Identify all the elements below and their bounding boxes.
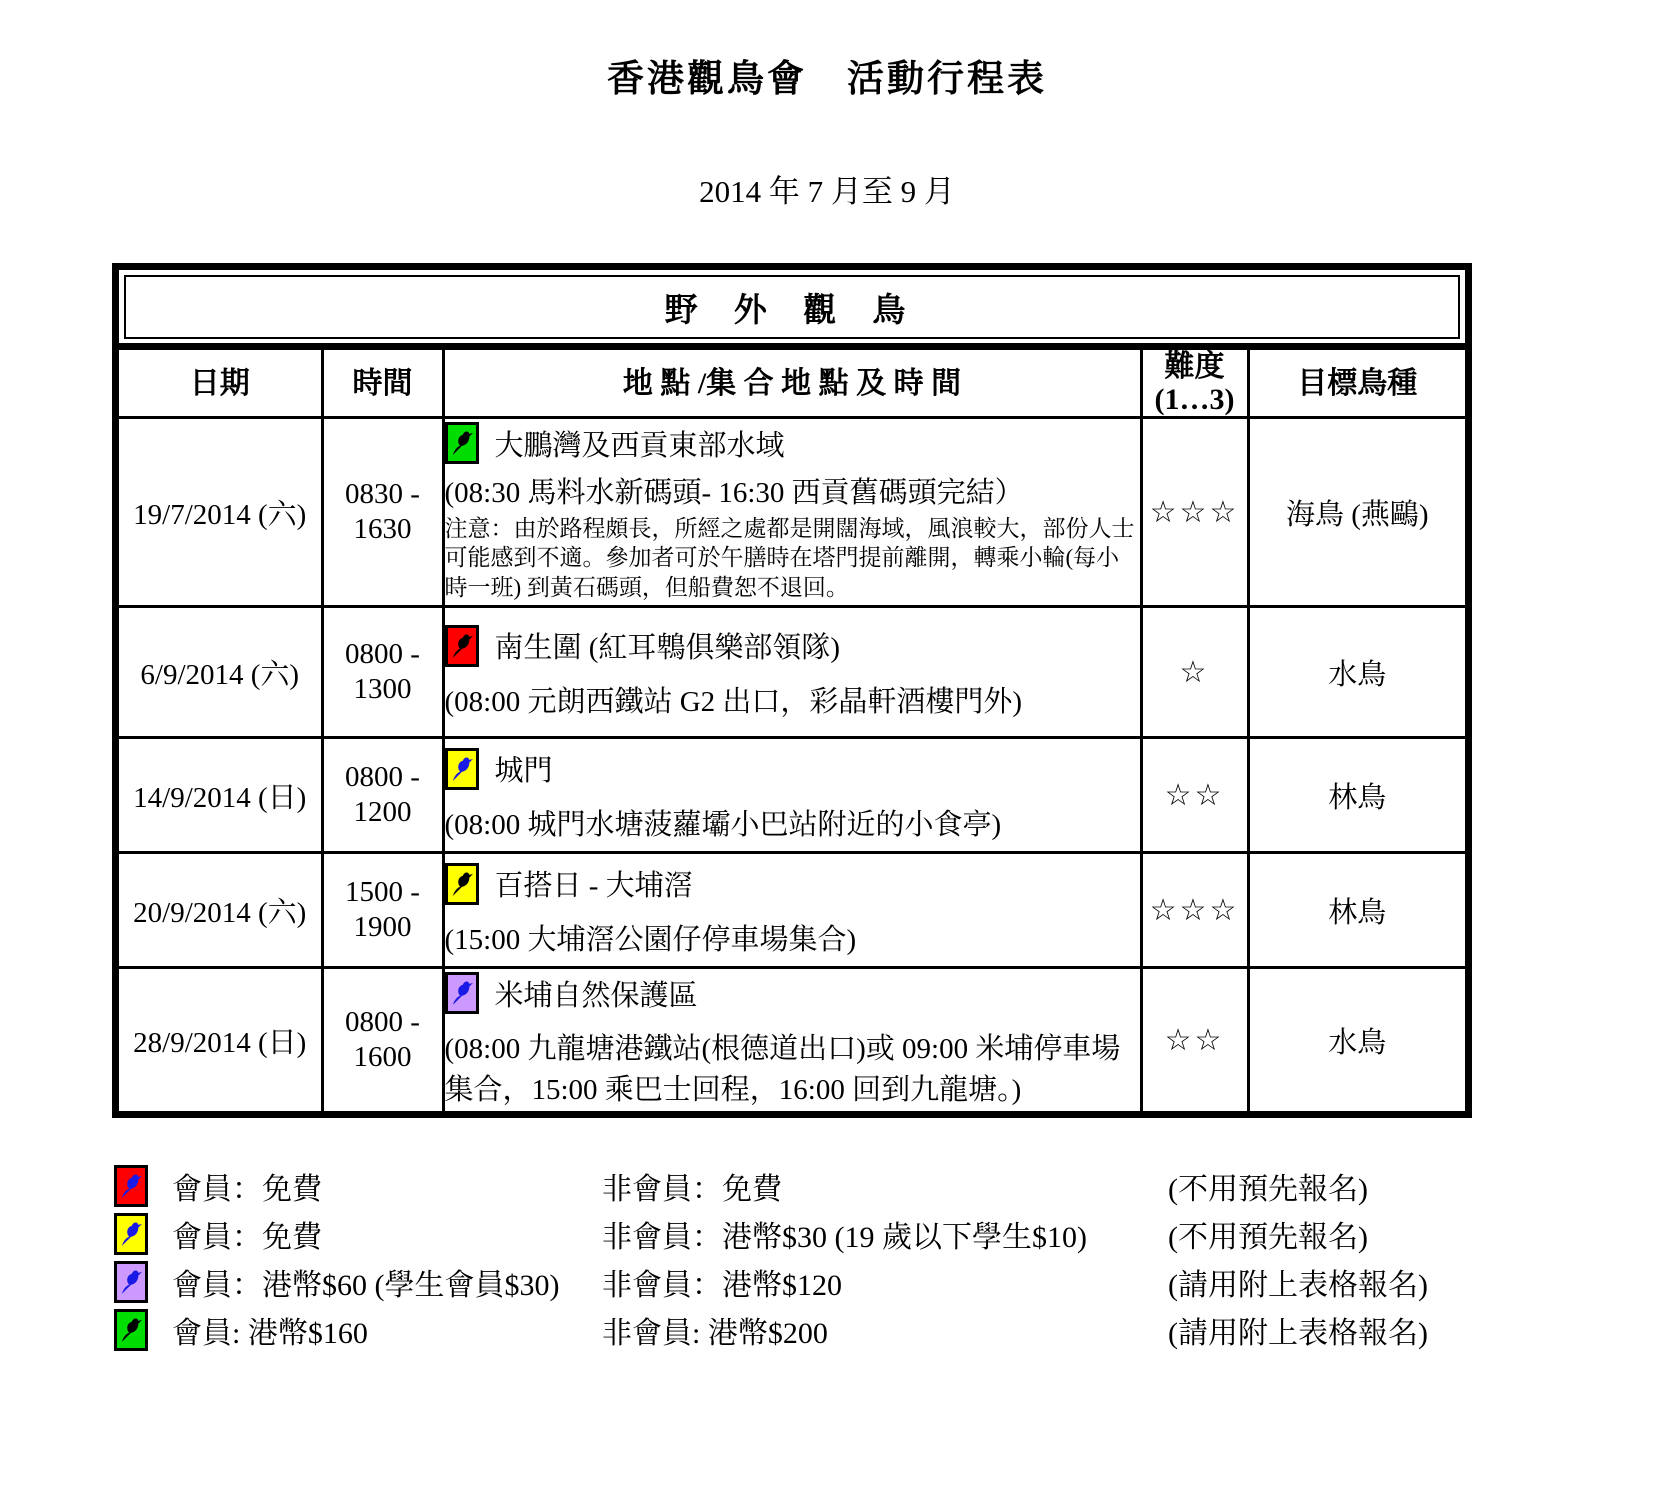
page-title: 香港觀鳥會 活動行程表 — [607, 59, 1047, 100]
event-meeting-info: (08:00 九龍塘港鐵站(根德道出口)或 09:00 米埔停車場集合，15:00 乘巴士回程，16:00 回到九龍塘。) — [444, 1033, 1121, 1106]
registration-note: (不用預先報名) — [1168, 1173, 1368, 1206]
purple-bird-badge-icon — [445, 972, 479, 1014]
col-header-difficulty — [1141, 350, 1248, 418]
table-row — [119, 738, 1465, 853]
table-row — [119, 607, 1465, 738]
event-meeting-info: (08:30 馬料水新碼頭- 16:30 西貢舊碼頭完結） — [444, 477, 1024, 510]
event-title: 大鵬灣及西貢東部水域 — [494, 429, 785, 462]
event-title: 百搭日 - 大埔滘 — [494, 870, 693, 902]
time-end: 1600 — [353, 1041, 412, 1073]
event-target-birds: 林鳥 — [1248, 738, 1465, 853]
member-fee: 會員: 港幣$160 — [172, 1317, 368, 1350]
col-header-location: 地 點 /集 合 地 點 及 時 間 — [443, 350, 1141, 418]
event-date: 14/9/2014 (日) — [119, 738, 322, 853]
event-difficulty: ☆☆☆ — [1141, 418, 1248, 607]
event-target-birds: 水鳥 — [1248, 607, 1465, 738]
time-start: 0830 - — [345, 478, 420, 511]
event-difficulty: ☆☆☆ — [1141, 853, 1248, 968]
time-start: 0800 - — [345, 1006, 420, 1039]
event-meeting-info: (08:00 元朗西鐵站 G2 出口，彩晶軒酒樓門外) — [444, 685, 1023, 718]
difficulty-range: (1…3) — [1154, 383, 1235, 416]
event-time — [322, 968, 443, 1112]
event-difficulty: ☆☆ — [1141, 968, 1248, 1112]
time-end: 1630 — [353, 513, 412, 545]
event-date: 28/9/2014 (日) — [119, 968, 322, 1112]
event-difficulty: ☆☆ — [1141, 738, 1248, 853]
col-header-date: 日期 — [119, 350, 322, 418]
time-start: 0800 - — [345, 761, 420, 794]
time-end: 1200 — [353, 796, 412, 828]
event-location — [443, 418, 1141, 607]
divider — [119, 343, 1465, 350]
member-fee: 會員：免費 — [172, 1173, 322, 1206]
page-subtitle: 2014 年 7 月至 9 月 — [699, 174, 955, 209]
nonmember-fee: 非會員: 港幣$200 — [602, 1317, 828, 1350]
event-meeting-info: (15:00 大埔滘公園仔停車場集合) — [444, 923, 857, 956]
event-location — [443, 853, 1141, 968]
purple-bird-badge-icon — [114, 1261, 148, 1303]
event-date: 20/9/2014 (六) — [119, 853, 322, 968]
event-title: 城門 — [494, 755, 553, 787]
red-bird-badge-icon — [445, 625, 479, 667]
event-time — [322, 418, 443, 607]
event-title: 米埔自然保護區 — [494, 979, 698, 1012]
event-time — [322, 738, 443, 853]
event-date: 6/9/2014 (六) — [119, 607, 322, 738]
event-note: 注意：由於路程頗長，所經之處都是開闊海域，風浪較大，部份人士可能感到不適。參加者可於午膳時在塔門提前離開，轉乘小輪(每小時一班) 到黃石碼頭，但船費恕不退回。 — [444, 516, 1135, 600]
member-fee: 會員：免費 — [172, 1221, 322, 1254]
event-target-birds: 海鳥 (燕鷗) — [1248, 418, 1465, 607]
nonmember-fee: 非會員：港幣$120 — [602, 1269, 842, 1302]
col-header-time: 時間 — [322, 350, 443, 418]
registration-note: (不用預先報名) — [1168, 1221, 1368, 1254]
registration-note: (請用附上表格報名) — [1168, 1269, 1428, 1302]
section-banner: 野 外 觀 鳥 — [124, 275, 1460, 339]
col-header-target: 目標鳥種 — [1248, 350, 1465, 418]
event-time — [322, 607, 443, 738]
legend-row — [114, 1210, 1654, 1258]
green-bird-badge-icon — [445, 422, 479, 464]
fee-legend — [114, 1162, 1654, 1354]
registration-note: (請用附上表格報名) — [1168, 1317, 1428, 1350]
time-start: 1500 - — [345, 876, 420, 909]
difficulty-label: 難度 — [1164, 350, 1225, 383]
time-start: 0800 - — [345, 638, 420, 671]
nonmember-fee: 非會員：免費 — [602, 1173, 782, 1206]
yellow-bird-badge-icon — [114, 1213, 148, 1255]
event-location — [443, 607, 1141, 738]
nonmember-fee: 非會員：港幣$30 (19 歲以下學生$10) — [602, 1221, 1087, 1254]
time-end: 1300 — [353, 673, 412, 705]
event-date: 19/7/2014 (六) — [119, 418, 322, 607]
event-time — [322, 853, 443, 968]
legend-row — [114, 1306, 1654, 1354]
schedule-table — [112, 263, 1472, 1118]
legend-row — [114, 1258, 1654, 1306]
table-row — [119, 418, 1465, 607]
red-bird-badge-icon — [114, 1165, 148, 1207]
event-difficulty: ☆ — [1141, 607, 1248, 738]
event-target-birds: 水鳥 — [1248, 968, 1465, 1112]
legend-row — [114, 1162, 1654, 1210]
table-row — [119, 968, 1465, 1112]
event-target-birds: 林鳥 — [1248, 853, 1465, 968]
table-header-row — [119, 350, 1465, 418]
event-location — [443, 738, 1141, 853]
yellow-bird-badge-icon — [445, 863, 479, 905]
table-row — [119, 853, 1465, 968]
event-title: 南生圍 (紅耳鵯俱樂部領隊) — [494, 632, 841, 664]
event-location — [443, 968, 1141, 1112]
member-fee: 會員：港幣$60 (學生會員$30) — [172, 1269, 560, 1302]
events-table — [119, 350, 1465, 1111]
green-bird-badge-icon — [114, 1309, 148, 1351]
time-end: 1900 — [353, 911, 412, 943]
event-meeting-info: (08:00 城門水塘菠蘿壩小巴站附近的小食亭) — [444, 808, 1002, 841]
yellow-bird-badge-icon — [445, 748, 479, 790]
